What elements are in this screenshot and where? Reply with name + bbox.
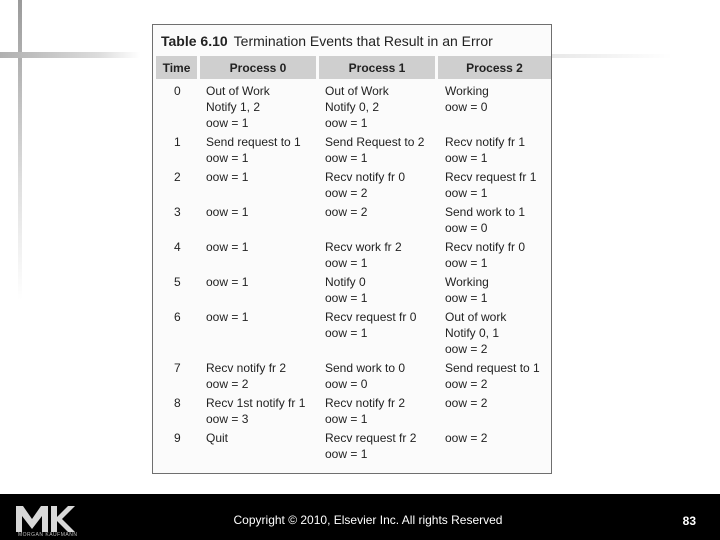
cell-line: Recv notify fr 1 <box>445 135 526 149</box>
page-number: 83 <box>682 514 696 528</box>
column-header-time: Time <box>156 56 197 79</box>
table-row <box>153 274 551 309</box>
cell-line: Send Request to 2 <box>325 135 425 149</box>
time-cell: 2 <box>174 170 181 184</box>
cell-line: oow = 1 <box>206 275 249 289</box>
cell-line: oow = 1 <box>325 326 368 340</box>
cell-line: oow = 2 <box>325 205 368 219</box>
cell-line: oow = 1 <box>445 151 488 165</box>
cell-line: oow = 1 <box>206 240 249 254</box>
cell-line: oow = 1 <box>206 151 249 165</box>
table-number: Table 6.10 <box>161 33 228 49</box>
cell-line: oow = 0 <box>325 377 368 391</box>
process-0-cell <box>206 83 270 131</box>
cell-line: Recv 1st notify fr 1 <box>206 396 306 410</box>
cell-line: oow = 2 <box>445 396 488 410</box>
process-1-cell <box>325 309 416 341</box>
cell-line: Recv work fr 2 <box>325 240 402 254</box>
process-0-cell <box>206 134 301 166</box>
table-row <box>153 309 551 360</box>
cell-line: Send request to 1 <box>206 135 301 149</box>
process-2-cell <box>445 134 525 166</box>
cell-line: Recv request fr 2 <box>325 431 417 445</box>
process-2-cell <box>445 360 540 392</box>
process-0-cell <box>206 169 248 185</box>
cell-line: Notify 0 <box>325 275 366 289</box>
decorative-vertical-line <box>18 0 22 300</box>
decorative-horizontal-line-right <box>552 54 672 58</box>
table-caption <box>161 33 493 49</box>
table-row <box>153 204 551 239</box>
table-row <box>153 395 551 430</box>
time-cell: 0 <box>174 84 181 98</box>
column-header-process-2: Process 2 <box>438 56 551 79</box>
cell-line: oow = 2 <box>445 377 488 391</box>
cell-line: oow = 2 <box>445 431 488 445</box>
process-2-cell <box>445 309 506 357</box>
cell-line: oow = 2 <box>325 186 368 200</box>
process-0-cell <box>206 239 248 255</box>
cell-line: Send work to 0 <box>325 361 406 375</box>
process-0-cell <box>206 309 248 325</box>
cell-line: oow = 1 <box>206 310 249 324</box>
publisher-line: MORGAN KAUFMANN <box>18 532 78 538</box>
table-row <box>153 430 551 465</box>
process-0-cell <box>206 430 228 446</box>
cell-line: oow = 0 <box>445 221 488 235</box>
process-0-cell <box>206 360 286 392</box>
process-1-cell <box>325 134 424 166</box>
process-1-cell <box>325 274 367 306</box>
time-cell: 6 <box>174 310 181 324</box>
cell-line: oow = 3 <box>206 412 249 426</box>
process-2-cell <box>445 430 487 446</box>
cell-line: Send request to 1 <box>445 361 540 375</box>
cell-line: Recv request fr 0 <box>325 310 417 324</box>
cell-line: Notify 1, 2 <box>206 100 261 114</box>
cell-line: Working <box>445 84 489 98</box>
cell-line: oow = 2 <box>445 342 488 356</box>
column-header-process-1: Process 1 <box>319 56 435 79</box>
cell-line: oow = 1 <box>325 412 368 426</box>
slide-footer <box>0 494 720 540</box>
cell-line: Out of work <box>445 310 507 324</box>
table-row <box>153 360 551 395</box>
process-2-cell <box>445 239 525 271</box>
cell-line: oow = 1 <box>445 291 488 305</box>
cell-line: Notify 0, 2 <box>325 100 380 114</box>
process-2-cell <box>445 83 489 115</box>
process-2-cell <box>445 204 525 236</box>
cell-line: oow = 1 <box>206 205 249 219</box>
cell-line: Notify 0, 1 <box>445 326 500 340</box>
table-row <box>153 239 551 274</box>
process-0-cell <box>206 395 305 427</box>
process-1-cell <box>325 169 405 201</box>
cell-line: Out of Work <box>206 84 270 98</box>
cell-line: oow = 1 <box>445 186 488 200</box>
table-row <box>153 134 551 169</box>
time-cell: 7 <box>174 361 181 375</box>
cell-line: oow = 1 <box>206 170 249 184</box>
process-1-cell <box>325 204 367 220</box>
cell-line: Recv notify fr 0 <box>325 170 406 184</box>
time-cell: 1 <box>174 135 181 149</box>
cell-line: Send work to 1 <box>445 205 526 219</box>
cell-line: oow = 1 <box>206 116 249 130</box>
process-1-cell <box>325 83 389 131</box>
cell-line: oow = 1 <box>445 256 488 270</box>
cell-line: oow = 1 <box>325 291 368 305</box>
cell-line: Quit <box>206 431 229 445</box>
cell-line: oow = 1 <box>325 116 368 130</box>
table-figure <box>152 24 552 474</box>
cell-line: Out of Work <box>325 84 389 98</box>
process-2-cell <box>445 395 487 411</box>
time-cell: 9 <box>174 431 181 445</box>
cell-line: oow = 1 <box>325 151 368 165</box>
process-1-cell <box>325 430 416 462</box>
cell-line: oow = 1 <box>325 256 368 270</box>
table-row <box>153 83 551 134</box>
process-2-cell <box>445 274 489 306</box>
cell-line: oow = 0 <box>445 100 488 114</box>
process-1-cell <box>325 395 405 427</box>
cell-line: Working <box>445 275 489 289</box>
cell-line: Recv notify fr 0 <box>445 240 526 254</box>
time-cell: 3 <box>174 205 181 219</box>
time-cell: 4 <box>174 240 181 254</box>
cell-line: Recv request fr 1 <box>445 170 537 184</box>
cell-line: Recv notify fr 2 <box>206 361 287 375</box>
process-1-cell <box>325 360 405 392</box>
table-row <box>153 169 551 204</box>
table-title: Termination Events that Result in an Error <box>233 33 493 49</box>
process-2-cell <box>445 169 536 201</box>
time-cell: 5 <box>174 275 181 289</box>
column-header-process-0: Process 0 <box>200 56 316 79</box>
process-0-cell <box>206 274 248 290</box>
cell-line: oow = 1 <box>325 447 368 461</box>
cell-line: Recv notify fr 2 <box>325 396 406 410</box>
process-1-cell <box>325 239 402 271</box>
decorative-horizontal-line <box>0 52 140 58</box>
process-0-cell <box>206 204 248 220</box>
cell-line: oow = 2 <box>206 377 249 391</box>
copyright-text: Copyright © 2010, Elsevier Inc. All rights Reserved <box>233 513 503 527</box>
time-cell: 8 <box>174 396 181 410</box>
